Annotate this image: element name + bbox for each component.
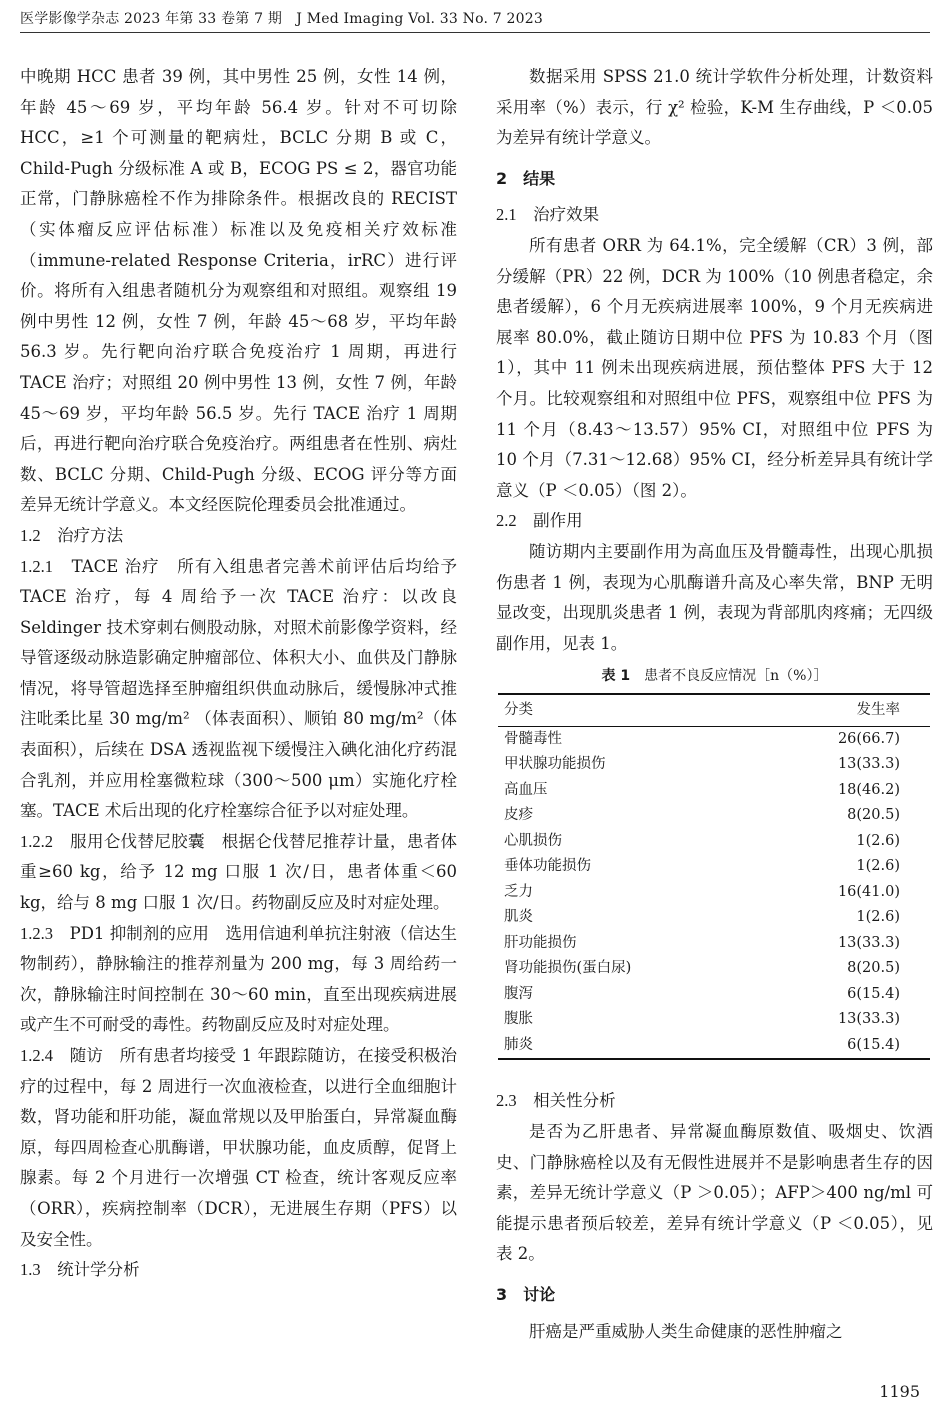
table-cell-rate: 1(2.6) [856,832,900,849]
section-heading-2-3: 2.3 相关性分析 [496,1091,616,1111]
table-cell-category: 肝功能损伤 [504,934,577,951]
patients-paragraph: 中晚期 HCC 患者 39 例，其中男性 25 例，女性 14 例，年龄 45～69 岁，平均年龄 56.4 岁。针对不可切除 HCC，≥1 个可测量的靶病灶，BCLC 分期 B 或 C，Child-Pugh 分级标准 A 或 B，ECOG PS ≤ 2，器官功能正常，门静脉癌栓不作为排除条件。根据改良的 RECIST（实体瘤反应评估标准）标准以及免疫相关疗效标准（immune-related Response Criteria，irRC）进行评价。将所有入组患者随机分为观察组和对照组。观察组 19 例中男性 12 例，女性 7 例，年龄 45～68 岁，平均年龄 56.3 岁。先行靶向治疗联合免疫治疗 1 周期，再进行 TACE 治疗；对照组 20 例中男性 13 例，女性 7 例，年龄 45～69 岁，平均年龄 56.5 岁。先行 TACE 治疗 1 周期后，再进行靶向治疗联合免疫治疗。两组患者在性别、病灶数、BCLC 分期、Child-Pugh 分级、ECOG 评分等方面差异无统计学意义。本文经医院伦理委员会批准通过。 [20,67,457,515]
table-row [498,931,930,957]
table-cell-rate: 26(66.7) [837,730,900,747]
section-1-2-4: 1.2.4 随访 所有患者均接受 1 年跟踪随访，在接受积极治疗的过程中，每 2 周进行一次血液检查，以进行全血细胞计数，肾功能和肝功能，凝血常规以及甲胎蛋白，异常凝血酶原，每四周检查心肌酶谱，甲状腺功能，血皮质醇，促肾上腺素。每 2 个月进行一次增强 CT 检查，统计客观反应率（ORR），疾病控制率（DCR），无进展生存期（PFS）以及安全性。 [20,1046,457,1249]
table-cell-category: 腹胀 [504,1011,533,1028]
table-cell-category: 垂体功能损伤 [504,858,591,875]
table-cell-category: 皮疹 [504,807,533,824]
adverse-reactions-table [498,693,930,1060]
table-cell-category: 肌炎 [504,909,533,926]
table-row [498,1033,930,1060]
table-row [498,880,930,906]
table-row [498,905,930,931]
table-row [498,726,930,752]
page-number: 1195 [879,1382,920,1401]
column-header-rate: 发生率 [752,694,930,726]
table-cell-rate: 8(20.5) [847,807,900,824]
section-1-2-2: 1.2.2 服用仑伐替尼胶囊 根据仑伐替尼推荐计量，患者体重≥60 kg，给予 12 mg 口服 1 次/日，患者体重＜60 kg，给与 8 mg 口服 1 次/日。药物副反应及时对症处理。 [20,831,458,913]
stats-paragraph: 数据采用 SPSS 21.0 统计学软件分析处理，计数资料采用率（%）表示，行 χ² 检验，K-M 生存曲线，P ＜0.05 为差异有统计学意义。 [496,67,933,148]
table-cell-category: 肺炎 [498,1033,752,1060]
table-cell-category: 乏力 [504,883,533,900]
column-header-category: 分类 [498,694,752,726]
section-heading-1-3: 1.3 统计学分析 [20,1260,140,1280]
table-cell-rate: 13(33.3) [837,756,900,773]
section-heading-2: 2 结果 [496,168,556,188]
table-cell-rate: 18(46.2) [837,781,900,798]
discussion-paragraph: 肝癌是严重威胁人类生命健康的恶性肿瘤之 [529,1321,843,1341]
section-heading-3: 3 讨论 [496,1284,556,1304]
table-row [498,982,930,1008]
correlation-paragraph: 是否为乙肝患者、异常凝血酶原数值、吸烟史、饮酒史、门静脉癌栓以及有无假性进展并不是影响患者生存的因素，差异无统计学意义（P ＞0.05）；AFP＞400 ng/ml 可能提示患者预后较差，差异有统计学意义（P ＜0.05），见表 2。 [496,1121,933,1264]
right-column [496,62,933,1347]
table-cell-rate: 13(33.3) [837,934,900,951]
table-cell-category: 高血压 [504,781,548,798]
table-cell-category: 心肌损伤 [504,832,562,849]
section-heading-2-1: 2.1 治疗效果 [496,205,600,225]
subheading-followup: 随访 [69,1046,104,1065]
table-row [498,778,930,804]
table-cell-rate: 8(20.5) [847,960,900,977]
table-cell-rate: 13(33.3) [837,1011,900,1028]
section-heading-1-2: 1.2 治疗方法 [20,525,124,545]
side-effects-paragraph: 随访期内主要副作用为高血压及骨髓毒性，出现心肌损伤患者 1 例，表现为心肌酶谱升高及心率失常，BNP 无明显改变，出现肌炎患者 1 例，表现为背部肌肉疼痛；无四级副作用，见表 1。 [496,541,933,653]
table-row [498,854,930,880]
treatment-effect-paragraph: 所有患者 ORR 为 64.1%，完全缓解（CR）3 例，部分缓解（PR）22 例，DCR 为 100%（10 例患者稳定，余患者缓解），6 个月无疾病进展率 100%，9 个月无疾病进展率 80.0%，截止随访日期中位 PFS 为 10.83 个月（图 1），其中 11 例未出现疾病进展，预估整体 PFS 大于 12 个月。比较观察组和对照组中位 PFS，观察组中位 PFS 为 11 个月（8.43～13.57）95% CI，对照组中位 PFS 为 10 个月（7.31～12.68）95% CI，经分析差异具有统计学意义（P ＜0.05）（图 2）。 [496,235,933,500]
table-cell-category: 肾功能损伤(蛋白尿) [504,960,632,977]
section-1-2-3: 1.2.3 PD1 抑制剂的应用 选用信迪利单抗注射液（信达生物制药），静脉输注的推荐剂量为 200 mg，每 3 周给药一次，静脉输注时间控制在 30～60 min，直至出现疾病进展或产生不可耐受的毒性。药物副反应及时对症处理。 [20,923,458,1035]
table-cell-rate: 6(15.4) [847,985,900,1002]
running-header: 医学影像学杂志 2023 年第 33 卷第 7 期 J Med Imaging Vol. 33 No. 7 2023 [20,8,930,33]
table-row [498,956,930,982]
table-header-row [498,694,930,726]
table-row [498,752,930,778]
subheading-tace: TACE 治疗 [71,556,160,576]
table-cell-rate: 1(2.6) [856,909,900,926]
table-cell-rate: 16(41.0) [837,883,900,900]
table-row [498,829,930,855]
table-cell-rate: 6(15.4) [752,1033,930,1060]
section-1-2-1: 1.2.1 TACE 治疗 所有入组患者完善术前评估后均给予 TACE 治疗，每 4 周给予一次 TACE 治疗：以改良 Seldinger 技术穿刺右侧股动脉，对照术前影像学资料，经导管逐级动脉造影确定肿瘤部位、体积大小、血供及门静脉情况，将导管超选择至肿瘤组织供血动脉后，缓慢脉冲式推注吡柔比星 30 mg/m² （体表面积）、顺铂 80 mg/m²（体表面积），后续在 DSA 透视监视下缓慢注入碘化油化疗药混合乳剂，并应用栓塞微粒球（300～500 μm）实施化疗栓塞。TACE 术后出现的化疗栓塞综合征予以对症处理。 [20,556,458,821]
table-row [498,1007,930,1033]
table-row [498,803,930,829]
table-1-caption: 表 1 患者不良反应情况［n（%）］ [601,668,828,685]
table-cell-category: 甲状腺功能损伤 [504,756,606,773]
table-cell-category: 骨髓毒性 [504,730,562,747]
section-heading-2-2: 2.2 副作用 [496,511,583,531]
table-cell-rate: 1(2.6) [856,858,900,875]
left-column [20,62,457,1286]
subheading-lenvatinib: 服用仑伐替尼胶囊 [70,831,205,851]
subheading-pd1: PD1 抑制剂的应用 [69,923,209,943]
table-cell-category: 腹泻 [504,985,533,1002]
